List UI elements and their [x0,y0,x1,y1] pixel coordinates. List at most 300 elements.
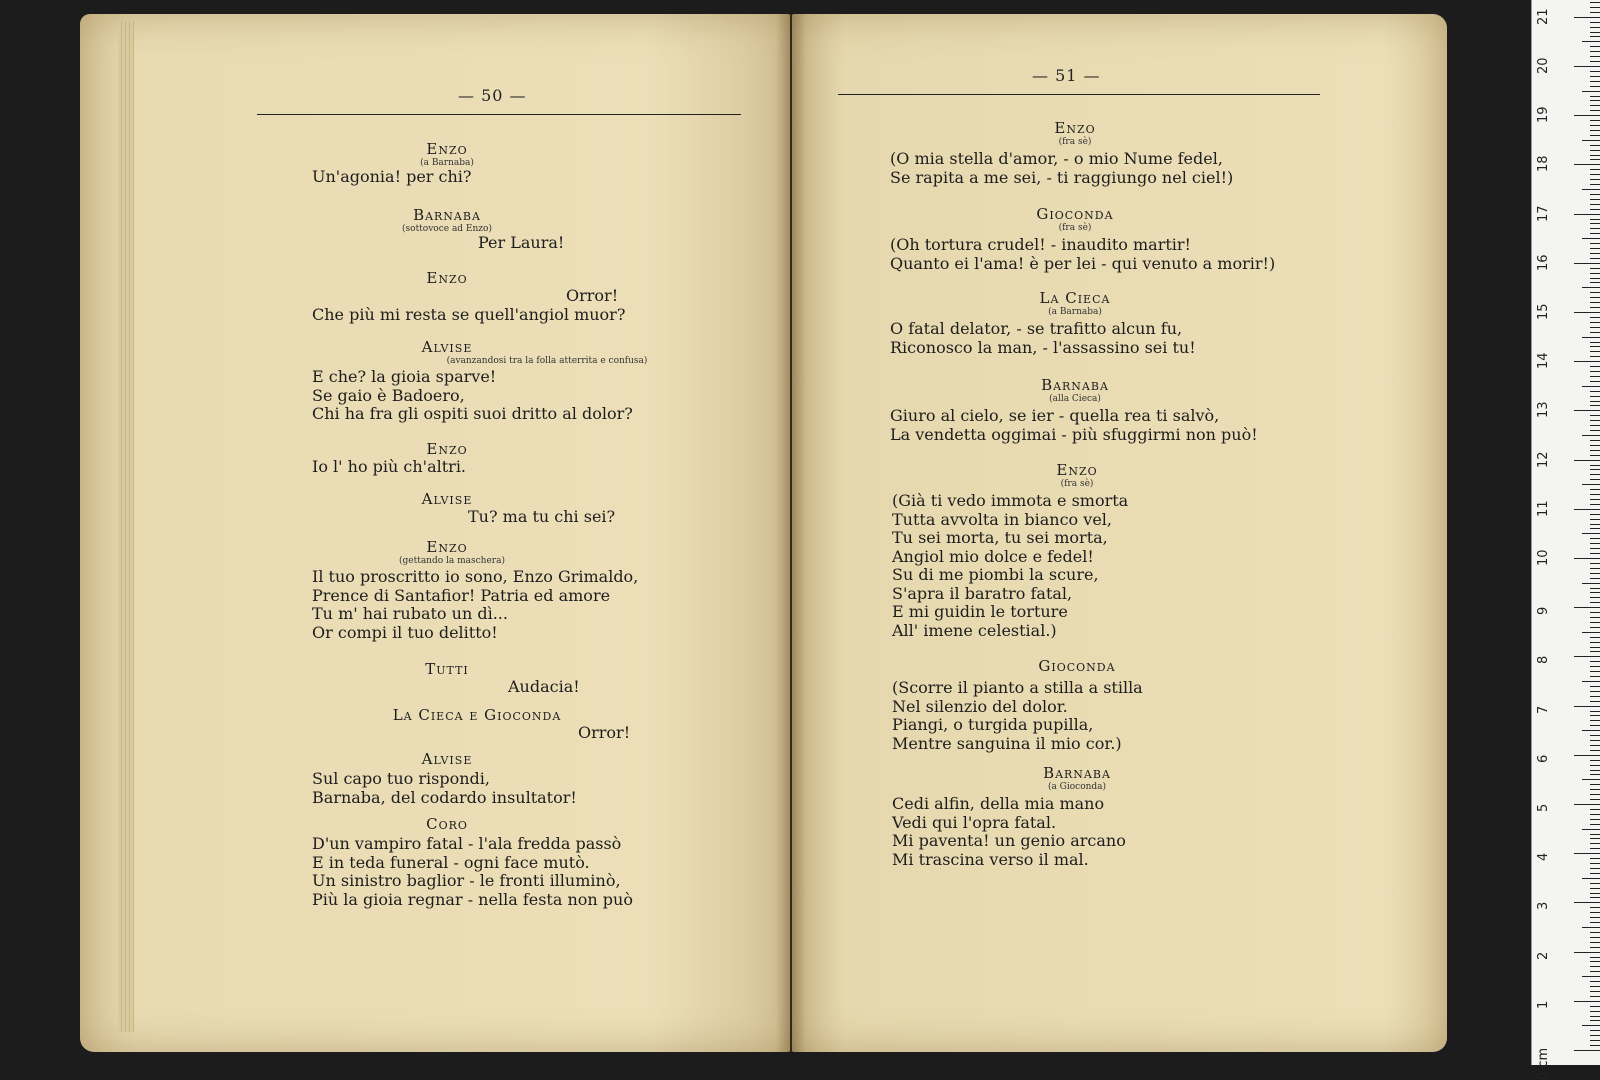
verse-line: E mi guidin le torture [892,602,1068,621]
ruler-tick [1590,71,1600,72]
ruler-tick [1590,228,1600,229]
verse-line: E in teda funeral - ogni face mutò. [312,852,590,872]
ruler-tick [1574,1050,1600,1051]
ruler-tick [1582,681,1600,682]
ruler-tick [1590,838,1600,839]
ruler-tick [1590,479,1600,480]
left-block-7 [312,660,712,697]
ruler-tick [1590,292,1600,293]
ruler-tick [1590,494,1600,495]
character-name: Gioconda [1038,657,1116,675]
ruler-tick [1590,135,1600,136]
character-name: Enzo [426,269,468,287]
ruler-tick [1590,22,1600,23]
ruler-tick [1590,356,1600,357]
ruler-tick [1590,893,1600,894]
ruler-tick [1590,538,1600,539]
ruler-tick [1590,711,1600,712]
character-name: Barnaba [1041,376,1109,394]
ruler-tick [1590,1006,1600,1007]
ruler-tick [1590,332,1600,333]
ruler-tick [1574,755,1600,756]
character-name: Tutti [425,660,469,678]
character-name: Enzo [426,140,468,158]
verse-line: Orror! [578,723,631,742]
ruler-label: 19 [1536,106,1551,124]
ruler-tick [1590,194,1600,195]
ruler-tick [1590,568,1600,569]
ruler-tick [1590,888,1600,889]
ruler-tick [1590,696,1600,697]
ruler-tick [1590,366,1600,367]
ruler-tick [1582,976,1600,977]
ruler-tick [1574,410,1600,411]
ruler-tick [1590,96,1600,97]
verse-line: Angiol mio dolce e fedel! [892,546,1094,566]
ruler-tick [1590,592,1600,593]
verse-line: Mi paventa! un genio arcano [892,831,1126,850]
ruler-tick [1590,27,1600,28]
ruler-tick [1590,489,1600,490]
ruler-tick [1574,214,1600,215]
ruler-tick [1590,666,1600,667]
ruler-label: 5 [1536,803,1551,812]
right-block-6 [892,764,1312,869]
right-block-4 [892,461,1312,640]
ruler-tick [1590,282,1600,283]
verse-line: Tu? ma tu chi sei? [468,507,616,526]
measuring-ruler [1531,0,1600,1080]
ruler-tick [1590,342,1600,343]
verse-line: Prence di Santafior! Patria ed amore [312,585,611,605]
verse-line: Nel silenzio del dolor. [892,696,1068,716]
ruler-tick [1574,656,1600,657]
ruler-tick [1590,686,1600,687]
ruler-tick [1590,524,1600,525]
ruler-label: 16 [1536,254,1551,271]
ruler-tick [1590,597,1600,598]
ruler-tick [1590,883,1600,884]
ruler-tick [1590,750,1600,751]
left-page-number: — 50 — [458,86,527,105]
ruler-tick [1590,745,1600,746]
right-block-2 [890,289,1310,357]
ruler-tick [1574,263,1600,264]
ruler-tick [1590,268,1600,269]
stage-direction: (sottovoce ad Enzo) [402,224,492,234]
ruler-label: 15 [1536,303,1551,320]
ruler-tick [1590,922,1600,923]
ruler-tick [1590,159,1600,160]
character-name: Alvise [421,490,473,508]
ruler-tick [1590,469,1600,470]
ruler-tick [1590,528,1600,529]
verse-line: Or compi il tuo delitto! [312,622,498,642]
ruler-tick [1590,819,1600,820]
left-block-4 [312,440,712,477]
ruler-tick [1590,1030,1600,1031]
ruler-tick [1590,1045,1600,1046]
ruler-tick [1590,514,1600,515]
ruler-tick [1590,445,1600,446]
ruler-tick [1590,391,1600,392]
ruler-tick [1590,504,1600,505]
ruler-tick [1590,56,1600,57]
ruler-tick [1590,725,1600,726]
verse-line: Se rapita a me sei, - ti raggiungo nel ciel!) [890,167,1234,187]
verse-line: D'un vampiro fatal - l'ala fredda passò [312,834,622,853]
ruler-tick [1582,878,1600,879]
ruler-tick [1590,125,1600,126]
character-name: Enzo [426,538,468,556]
ruler-tick [1590,455,1600,456]
character-name: Enzo [1054,119,1096,137]
ruler-tick [1590,858,1600,859]
ruler-tick [1590,297,1600,298]
ruler-tick [1574,558,1600,559]
ruler-tick [1590,617,1600,618]
ruler-tick [1590,961,1600,962]
character-name: La Cieca e Gioconda [392,706,562,724]
right-block-0 [890,119,1310,187]
character-name: Barnaba [1043,764,1111,782]
ruler-tick [1590,760,1600,761]
ruler-tick [1590,578,1600,579]
left-block-9 [312,750,712,807]
ruler-tick [1590,691,1600,692]
ruler-label: 8 [1536,656,1551,665]
ruler-tick [1590,465,1600,466]
ruler-tick [1590,86,1600,87]
ruler-tick [1582,238,1600,239]
ruler-tick [1590,302,1600,303]
ruler-label: 20 [1536,57,1551,74]
ruler-tick [1582,779,1600,780]
verse-line: Se gaio è Badoero, [312,385,465,405]
ruler-tick [1590,499,1600,500]
verse-line: Riconosco la man, - l'assassino sei tu! [890,337,1196,357]
ruler-tick [1590,243,1600,244]
ruler-label: 4 [1536,852,1551,862]
ruler-tick [1574,66,1600,67]
left-block-5 [312,490,712,527]
character-name: La Cieca [1039,289,1111,307]
ruler-label: 9 [1536,606,1551,616]
ruler-tick [1590,233,1600,234]
ruler-tick [1590,219,1600,220]
ruler-label: 13 [1536,401,1551,419]
ruler-tick [1574,853,1600,854]
verse-line: Piangi, o turgida pupilla, [892,715,1094,734]
ruler-tick [1574,312,1600,313]
left-block-1 [312,206,712,253]
ruler-tick [1590,799,1600,800]
ruler-label: 17 [1536,205,1551,222]
ruler-tick [1590,223,1600,224]
ruler-label: 7 [1536,705,1551,714]
stage-direction: (a Gioconda) [1047,782,1107,792]
ruler-label: 2 [1536,951,1551,960]
verse-line: (O mia stella d'amor, - o mio Nume fedel, [890,149,1223,168]
ruler-tick [1574,952,1600,953]
ruler-tick [1590,130,1600,131]
ruler-tick [1590,474,1600,475]
ruler-tick [1590,351,1600,352]
left-block-8 [312,706,712,743]
ruler-tick [1590,81,1600,82]
ruler-tick [1574,607,1600,608]
stage-direction: (fra sè) [1058,137,1092,147]
character-name: Enzo [426,440,468,458]
stage-direction: (a Barnaba) [1048,307,1102,317]
stage-direction: (gettando la maschera) [398,556,505,566]
stage-direction: (avanzandosi tra la folla atterrita e confusa) [446,356,648,366]
ruler-tick [1590,642,1600,643]
ruler-tick [1590,381,1600,382]
ruler-tick [1590,174,1600,175]
ruler-tick [1590,873,1600,874]
left-block-10 [312,815,712,909]
verse-line: (Oh tortura crudel! - inaudito martir! [890,235,1191,254]
ruler-tick [1590,425,1600,426]
ruler-tick [1590,971,1600,972]
ruler-tick [1590,809,1600,810]
ruler-tick [1582,829,1600,830]
ruler-tick [1574,164,1600,165]
ruler-tick [1590,519,1600,520]
ruler-tick [1590,61,1600,62]
ruler-tick [1590,46,1600,47]
ruler-tick [1590,602,1600,603]
ruler-tick [1590,2,1600,3]
ruler-tick [1574,17,1600,18]
right-block-1 [890,205,1310,273]
ruler-tick [1590,720,1600,721]
ruler-tick [1590,814,1600,815]
verse-line: Barnaba, del codardo insultator! [312,787,577,807]
ruler-tick [1590,105,1600,106]
ruler-tick [1574,1001,1600,1002]
ruler-label: 12 [1536,451,1551,468]
verse-line: Giuro al cielo, se ier - quella rea ti salvò, [890,406,1220,425]
ruler-tick [1590,996,1600,997]
ruler-label: 0 cm [1536,1047,1551,1080]
ruler-tick [1590,199,1600,200]
ruler-tick [1590,981,1600,982]
ruler-tick [1590,322,1600,323]
ruler-tick [1590,588,1600,589]
verse-line: Chi ha fra gli ospiti suoi dritto al dolor? [312,404,633,423]
stage-direction: (fra sè) [1058,223,1092,233]
character-name: Enzo [1056,461,1098,479]
ruler-tick [1590,715,1600,716]
ruler-tick [1590,651,1600,652]
left-header-rule [257,114,741,115]
ruler-tick [1590,573,1600,574]
ruler-tick [1582,189,1600,190]
ruler-tick [1590,897,1600,898]
verse-line: Tu m' hai rubato un dì... [312,604,508,623]
verse-line: Quanto ei l'ama! è per lei - qui venuto a morir!) [890,253,1276,273]
ruler-tick [1590,346,1600,347]
verse-line: E che? la gioia sparve! [312,367,497,386]
ruler-tick [1590,622,1600,623]
ruler-tick [1582,140,1600,141]
ruler-label: 10 [1536,549,1551,566]
ruler-tick [1590,430,1600,431]
verse-line: Audacia! [508,677,580,696]
verse-line: O fatal delator, - se trafitto alcun fu, [890,319,1183,338]
ruler-tick [1582,484,1600,485]
ruler-tick [1590,942,1600,943]
verse-line: S'apra il baratro fatal, [892,583,1073,603]
ruler-tick [1590,120,1600,121]
ruler-tick [1590,947,1600,948]
ruler-tick [1582,287,1600,288]
verse-line: Mi trascina verso il mal. [892,849,1089,869]
ruler-tick [1590,774,1600,775]
ruler-tick [1590,440,1600,441]
right-page-number: — 51 — [1032,66,1101,85]
ruler-tick [1590,863,1600,864]
ruler-tick [1590,991,1600,992]
ruler-tick [1590,548,1600,549]
ruler-tick [1590,420,1600,421]
character-name: Alvise [421,750,473,768]
ruler-label: 14 [1536,352,1551,370]
ruler-tick [1590,155,1600,156]
ruler-tick [1590,735,1600,736]
verse-line: Orror! [566,286,619,305]
verse-line: Su di me piombi la scure, [892,565,1099,584]
ruler-tick [1590,209,1600,210]
verse-line: (Già ti vedo immota e smorta [892,491,1129,510]
ruler-tick [1590,184,1600,185]
ruler-tick [1590,204,1600,205]
ruler-tick [1574,804,1600,805]
character-name: Coro [426,815,468,833]
ruler-tick [1590,848,1600,849]
verse-line: Tutta avvolta in bianco vel, [892,509,1112,529]
right-header-rule [838,94,1320,95]
ruler-tick [1582,435,1600,436]
ruler-tick [1590,179,1600,180]
open-book [80,14,1450,1052]
ruler-tick [1590,824,1600,825]
right-block-3 [890,376,1310,444]
ruler-tick [1590,258,1600,259]
verse-line: Io l' ho più ch'altri. [312,457,467,476]
ruler-tick [1590,100,1600,101]
ruler-tick [1590,12,1600,13]
ruler-tick [1590,371,1600,372]
ruler-tick [1582,41,1600,42]
ruler-tick [1574,509,1600,510]
verse-line: Mentre sanguina il mio cor.) [892,733,1122,753]
ruler-tick [1590,317,1600,318]
ruler-tick [1590,647,1600,648]
verse-line: La vendetta oggimai - più sfuggirmi non può! [890,424,1258,444]
ruler-tick [1590,784,1600,785]
ruler-label: 21 [1536,8,1551,25]
ruler-tick [1590,868,1600,869]
ruler-tick [1574,902,1600,903]
ruler-tick [1582,1025,1600,1026]
ruler-tick [1590,32,1600,33]
left-block-0 [312,140,712,187]
character-name: Alvise [421,338,473,356]
ruler-tick [1590,110,1600,111]
ruler-tick [1582,583,1600,584]
ruler-tick [1590,7,1600,8]
ruler-tick [1590,1011,1600,1012]
ruler-tick [1590,150,1600,151]
ruler-tick [1590,932,1600,933]
ruler-label: 11 [1536,500,1551,517]
stage-direction: (fra sè) [1060,479,1094,489]
ruler-tick [1590,253,1600,254]
ruler-tick [1590,450,1600,451]
ruler-tick [1590,376,1600,377]
ruler-tick [1590,740,1600,741]
ruler-label: 6 [1536,754,1551,763]
ruler-tick [1590,1035,1600,1036]
ruler-tick [1590,843,1600,844]
ruler-tick [1590,770,1600,771]
verse-line: Un'agonia! per chi? [312,167,472,186]
ruler-tick [1590,1040,1600,1041]
ruler-tick [1590,396,1600,397]
ruler-tick [1574,706,1600,707]
verse-line: (Scorre il pianto a stilla a stilla [892,678,1143,697]
verse-line: Sul capo tuo rispondi, [312,769,490,788]
ruler-tick [1590,637,1600,638]
ruler-label: 3 [1536,902,1551,911]
ruler-tick [1590,912,1600,913]
ruler-tick [1590,789,1600,790]
ruler-tick [1590,937,1600,938]
ruler-tick [1582,91,1600,92]
ruler-tick [1590,543,1600,544]
ruler-label: 1 [1536,1000,1551,1009]
ruler-tick [1590,273,1600,274]
left-block-3 [312,338,712,424]
ruler-tick [1590,765,1600,766]
ruler-tick [1590,627,1600,628]
book-gutter [776,14,806,1052]
ruler-tick [1590,676,1600,677]
ruler-tick [1590,327,1600,328]
ruler-tick [1590,401,1600,402]
ruler-tick [1590,248,1600,249]
ruler-tick [1590,278,1600,279]
ruler-tick [1590,1020,1600,1021]
ruler-tick [1590,612,1600,613]
ruler-tick [1590,553,1600,554]
stage-direction: (alla Cieca) [1049,394,1101,404]
ruler-tick [1590,834,1600,835]
ruler-tick [1590,145,1600,146]
left-block-2 [312,269,712,324]
ruler-tick [1590,169,1600,170]
ruler-tick [1582,632,1600,633]
ruler-tick [1574,361,1600,362]
ruler-tick [1574,460,1600,461]
ruler-tick [1590,671,1600,672]
verse-line: Più la gioia regnar - nella festa non può [312,889,633,909]
verse-line: Un sinistro baglior - le fronti illuminò, [312,871,621,890]
ruler-tick [1590,307,1600,308]
